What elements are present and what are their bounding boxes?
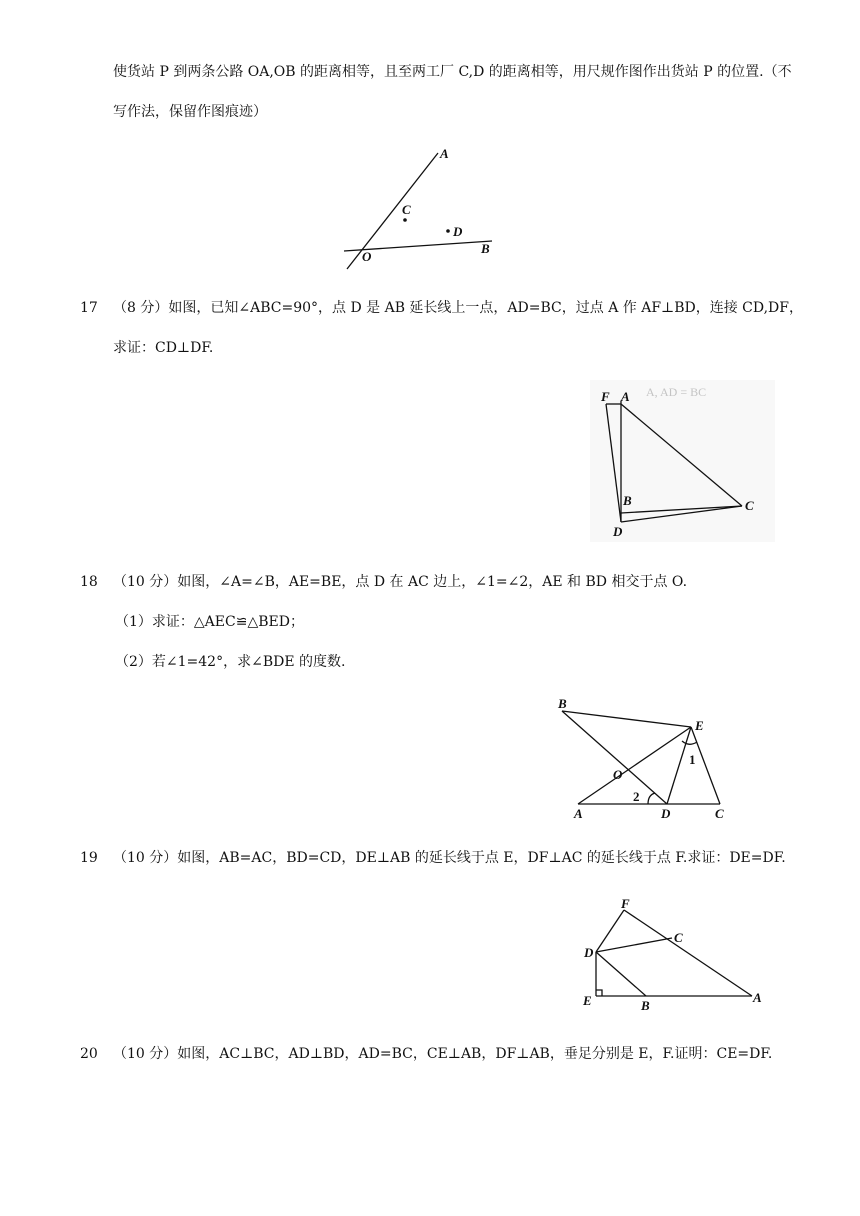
q18-text-line1: （10 分）如图，∠A=∠B，AE=BE，点 D 在 AC 边上，∠1=∠2，AE 和 BD 相交于点 O.: [113, 574, 688, 590]
segment-df: [596, 910, 624, 952]
q17-text-line2: 求证：CD⊥DF.: [113, 340, 214, 356]
label-b: B: [558, 696, 567, 711]
q20-number: 20: [80, 1046, 98, 1062]
q19-text-line1: （10 分）如图，AB=AC，BD=CD，DE⊥AB 的延长线于点 E，DF⊥AC 的延长线于点 F.求证：DE=DF.: [113, 850, 786, 866]
label-a: A: [440, 146, 449, 161]
label-b: B: [623, 493, 632, 508]
segment-de: [667, 727, 691, 804]
label-o: O: [362, 249, 372, 264]
label-c: C: [745, 498, 754, 513]
segment-bd: [562, 711, 667, 804]
segment-be: [562, 711, 691, 727]
q16-figure: [330, 140, 510, 275]
label-f: F: [601, 389, 610, 404]
label-b: B: [481, 241, 490, 256]
q17-text-line1: （8 分）如图，已知∠ABC=90°，点 D 是 AB 延长线上一点，AD=BC，过点 A 作 AF⊥BD，连接 CD,DF，: [113, 300, 803, 316]
q18-number: 18: [80, 574, 98, 590]
label-a: A: [753, 990, 762, 1005]
q19-number: 19: [80, 850, 98, 866]
q17-number: 17: [80, 300, 98, 316]
segment-dc: [596, 938, 672, 952]
q18-part2: （2）若∠1=42°，求∠BDE 的度数.: [115, 654, 346, 670]
label-a: A: [621, 389, 630, 404]
label-e: E: [583, 993, 592, 1008]
label-a: A: [574, 806, 583, 821]
label-angle-1: 1: [689, 752, 696, 767]
label-o: O: [613, 767, 623, 782]
point-c: [403, 218, 407, 222]
q16-text-line2: 写作法，保留作图痕迹）: [113, 104, 267, 120]
q19-figure: [578, 892, 768, 1016]
label-d: D: [661, 806, 671, 821]
figure-watermark: A, AD = BC: [646, 385, 707, 399]
segment-fa: [624, 910, 752, 996]
label-d: D: [453, 224, 463, 239]
q17-figure: [590, 380, 775, 542]
label-d: D: [613, 524, 623, 539]
q18-figure: [552, 694, 732, 822]
label-d: D: [584, 945, 594, 960]
point-d: [446, 229, 450, 233]
q20-text-line1: （10 分）如图，AC⊥BC，AD⊥BD，AD=BC，CE⊥AB，DF⊥AB，垂足分别是 E，F.证明：CE=DF.: [113, 1046, 773, 1062]
label-b: B: [641, 998, 650, 1013]
ray-oa: [347, 153, 438, 269]
right-angle-mark-e: [596, 990, 602, 996]
label-c: C: [674, 930, 683, 945]
label-angle-2: 2: [633, 789, 640, 804]
label-c: C: [715, 806, 724, 821]
segment-db: [596, 952, 646, 996]
label-c: C: [402, 202, 411, 217]
q16-text-line1: 使货站 P 到两条公路 OA,OB 的距离相等，且至两工厂 C,D 的距离相等，用尺规作图作出货站 P 的位置.（不: [113, 64, 792, 80]
angle-1-arc: [682, 741, 697, 744]
angle-2-arc: [648, 793, 655, 804]
q18-part1: （1）求证：△AEC≌△BED；: [115, 614, 304, 630]
label-e: E: [695, 718, 704, 733]
label-f: F: [621, 896, 630, 911]
